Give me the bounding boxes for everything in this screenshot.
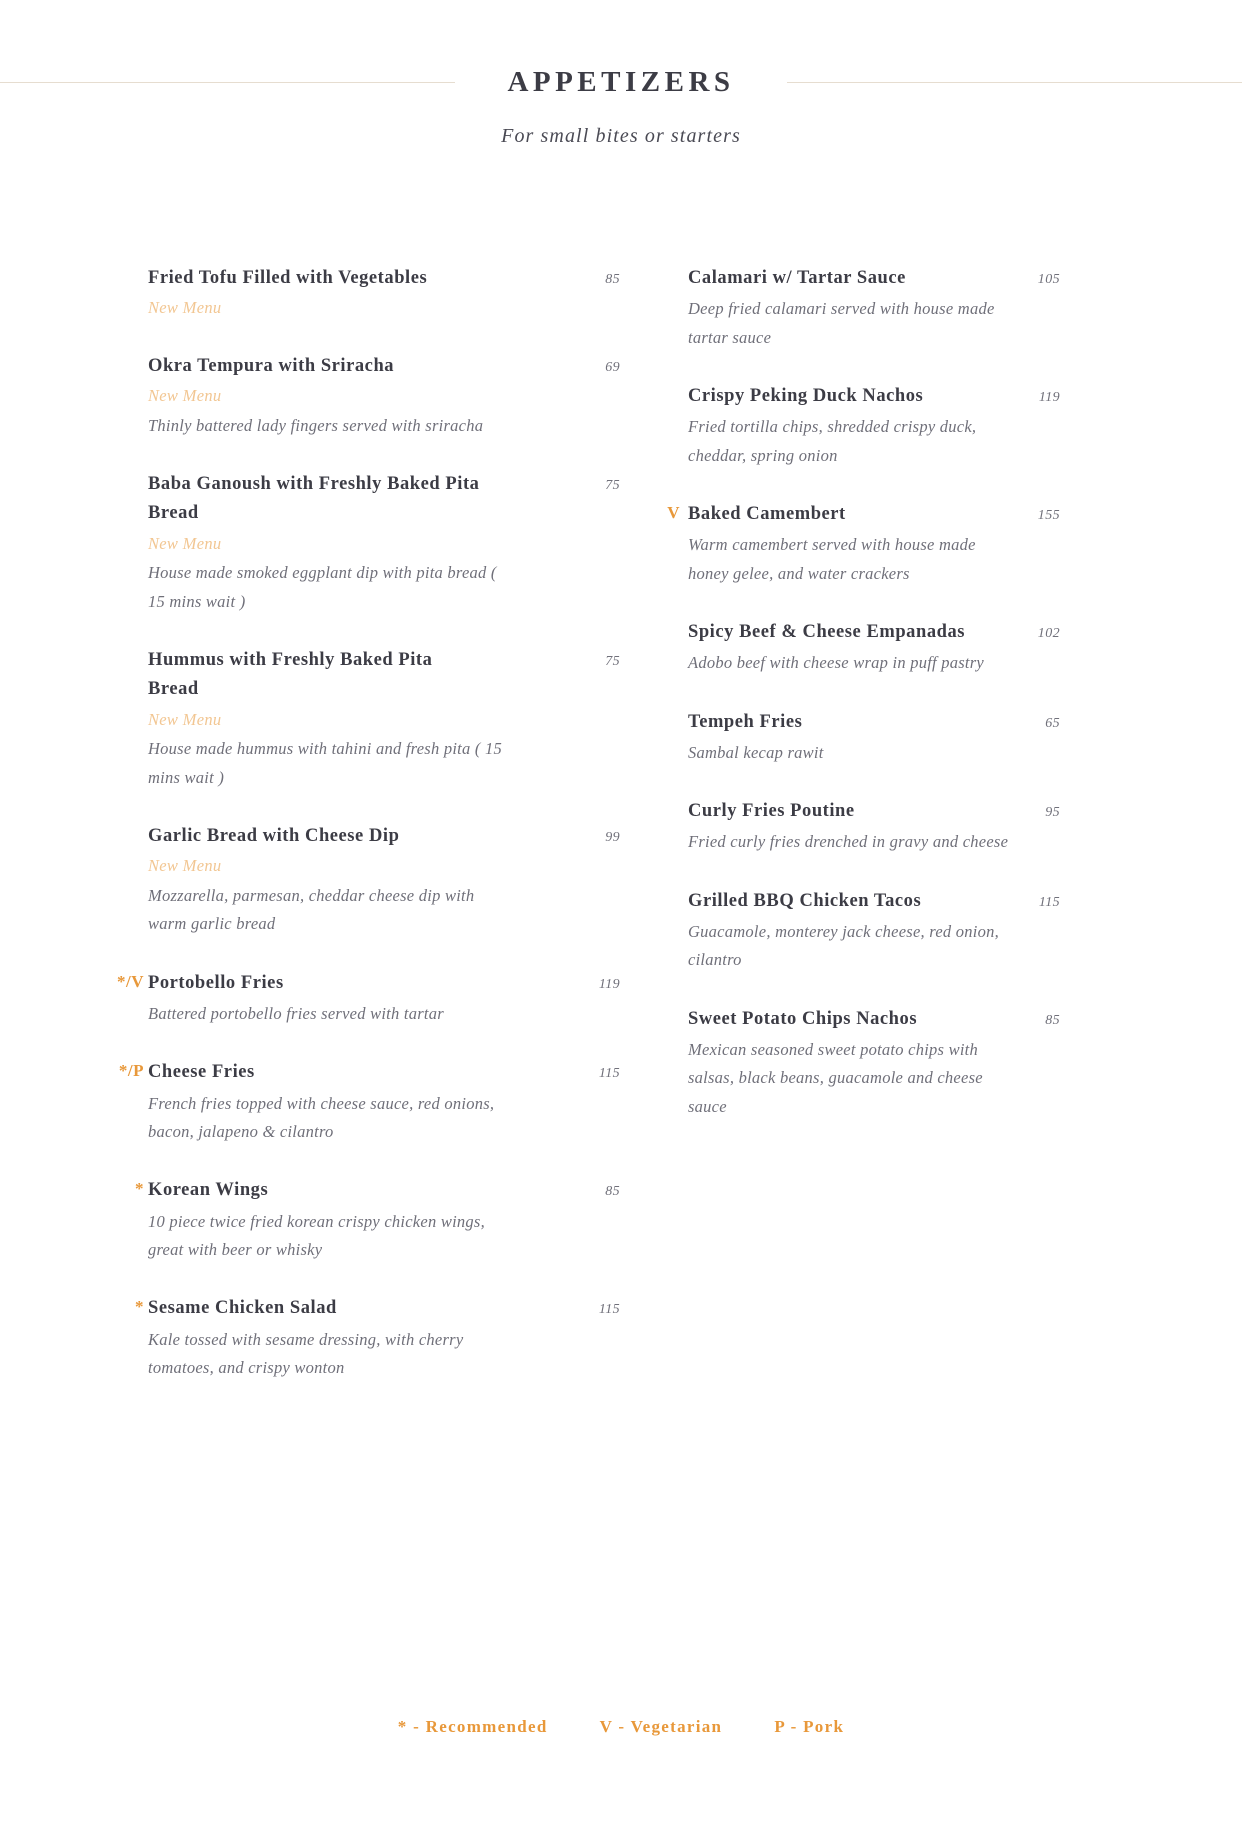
item-new-menu-badge: New Menu bbox=[148, 856, 222, 876]
legend-entry: V - Vegetarian bbox=[599, 1717, 723, 1736]
item-price: 99 bbox=[605, 830, 620, 846]
header-rule-left bbox=[0, 82, 455, 83]
item-name: Korean Wings bbox=[148, 1180, 269, 1201]
item-price: 115 bbox=[598, 1066, 620, 1082]
item-description: French fries topped with cheese sauce, red onions, bacon, jalapeno & cilantro bbox=[148, 1093, 495, 1141]
page-title: APPETIZERS bbox=[481, 66, 760, 99]
item-description: Adobo beef with cheese wrap in puff pastry bbox=[688, 653, 985, 673]
item-price: 75 bbox=[605, 654, 620, 670]
item-marker: * bbox=[135, 1179, 144, 1199]
item-name: Tempeh Fries bbox=[688, 711, 803, 732]
item-price: 65 bbox=[1045, 715, 1060, 731]
item-name: Baba Ganoush with Freshly Baked Pita Bread bbox=[148, 474, 480, 524]
item-header-row bbox=[148, 646, 620, 704]
item-name: Baked Camembert bbox=[688, 503, 846, 524]
legend-entry: * - Recommended bbox=[397, 1717, 548, 1736]
item-description: Thinly battered lady fingers served with sriracha bbox=[148, 415, 484, 435]
item-header-row bbox=[148, 969, 620, 998]
item-marker: */P bbox=[118, 1061, 144, 1081]
item-header-row bbox=[688, 797, 1060, 826]
item-description: House made smoked eggplant dip with pita bread ( 15 mins wait ) bbox=[148, 563, 497, 611]
item-name: Fried Tofu Filled with Vegetables bbox=[148, 268, 428, 288]
item-header-row bbox=[148, 352, 620, 381]
item-price: 95 bbox=[1045, 805, 1060, 821]
item-name: Hummus with Freshly Baked Pita Bread bbox=[148, 650, 433, 700]
item-header-row bbox=[688, 500, 1060, 529]
item-header-row bbox=[688, 618, 1060, 647]
menu-columns bbox=[0, 264, 1242, 1412]
menu-column-left bbox=[100, 264, 620, 1412]
menu-item[interactable] bbox=[640, 618, 1060, 678]
menu-item[interactable] bbox=[640, 382, 1060, 470]
item-price: 115 bbox=[1038, 894, 1060, 910]
item-description: Deep fried calamari served with house made tartar sauce bbox=[688, 299, 995, 347]
item-header-row bbox=[688, 887, 1060, 916]
item-name: Sweet Potato Chips Nachos bbox=[688, 1008, 918, 1029]
header-rule-right bbox=[787, 82, 1242, 83]
item-description: Fried curly fries drenched in gravy and cheese bbox=[688, 832, 1009, 852]
item-description: Mexican seasoned sweet potato chips with salsas, black beans, guacamole and cheese sauce bbox=[688, 1039, 983, 1116]
item-header-row bbox=[148, 264, 620, 293]
item-new-menu-badge: New Menu bbox=[148, 533, 222, 553]
menu-item[interactable] bbox=[640, 797, 1060, 857]
item-marker: V bbox=[667, 502, 680, 522]
item-new-menu-badge: New Menu bbox=[148, 386, 222, 406]
item-new-menu-badge: New Menu bbox=[148, 298, 222, 318]
menu-column-right bbox=[640, 264, 1060, 1412]
item-name: Garlic Bread with Cheese Dip bbox=[148, 826, 400, 847]
section-header bbox=[0, 62, 1242, 102]
item-marker: * bbox=[135, 1297, 144, 1317]
item-description: 10 piece twice fried korean crispy chicken wings, great with beer or whisky bbox=[148, 1211, 485, 1259]
item-name: Crispy Peking Duck Nachos bbox=[688, 385, 924, 406]
menu-item[interactable] bbox=[100, 969, 620, 1029]
item-price: 85 bbox=[605, 272, 620, 287]
menu-item[interactable] bbox=[100, 1058, 620, 1146]
item-description: House made hummus with tahini and fresh pita ( 15 mins wait ) bbox=[148, 739, 503, 787]
menu-item[interactable] bbox=[640, 708, 1060, 768]
item-price: 85 bbox=[605, 1184, 620, 1200]
legend-entry: P - Pork bbox=[774, 1717, 845, 1736]
menu-item[interactable] bbox=[100, 1176, 620, 1264]
item-header-row bbox=[148, 1176, 620, 1205]
item-description: Guacamole, monterey jack cheese, red onion, cilantro bbox=[688, 921, 1000, 970]
item-price: 102 bbox=[1037, 625, 1060, 641]
item-name: Sesame Chicken Salad bbox=[148, 1298, 337, 1319]
item-description: Kale tossed with sesame dressing, with cherry tomatoes, and crispy wonton bbox=[148, 1329, 464, 1377]
menu-item[interactable] bbox=[100, 352, 620, 440]
menu-item[interactable] bbox=[100, 1294, 620, 1382]
item-header-row bbox=[148, 822, 620, 851]
menu-item[interactable] bbox=[100, 822, 620, 939]
item-name: Okra Tempura with Sriracha bbox=[148, 355, 395, 376]
section-subtitle: For small bites or starters bbox=[501, 125, 741, 147]
item-header-row bbox=[688, 382, 1060, 411]
item-price: 115 bbox=[598, 1302, 620, 1318]
item-name: Portobello Fries bbox=[148, 972, 284, 993]
item-price: 69 bbox=[605, 359, 620, 375]
item-new-menu-badge: New Menu bbox=[148, 709, 222, 729]
legend bbox=[0, 1717, 1242, 1737]
item-price: 119 bbox=[1038, 389, 1060, 405]
item-description: Warm camembert served with house made honey gelee, and water crackers bbox=[688, 535, 976, 583]
item-name: Curly Fries Poutine bbox=[688, 801, 855, 822]
item-header-row bbox=[688, 264, 1060, 293]
menu-item[interactable] bbox=[100, 264, 620, 322]
menu-item[interactable] bbox=[640, 887, 1060, 975]
item-price: 75 bbox=[605, 478, 620, 494]
item-price: 119 bbox=[598, 976, 620, 992]
menu-item[interactable] bbox=[100, 470, 620, 616]
item-header-row bbox=[148, 1058, 620, 1087]
item-marker: */V bbox=[117, 971, 144, 991]
item-name: Calamari w/ Tartar Sauce bbox=[688, 268, 906, 288]
menu-item[interactable] bbox=[640, 500, 1060, 588]
item-header-row bbox=[688, 708, 1060, 737]
item-header-row bbox=[148, 470, 620, 528]
item-name: Cheese Fries bbox=[148, 1062, 255, 1083]
item-price: 105 bbox=[1037, 272, 1060, 287]
item-description: Battered portobello fries served with tartar bbox=[148, 1003, 444, 1023]
item-description: Mozzarella, parmesan, cheddar cheese dip with warm garlic bread bbox=[148, 886, 475, 934]
menu-item[interactable] bbox=[640, 1005, 1060, 1121]
item-description: Sambal kecap rawit bbox=[688, 742, 824, 762]
item-header-row bbox=[148, 1294, 620, 1323]
item-name: Spicy Beef & Cheese Empanadas bbox=[688, 621, 966, 642]
item-description: Fried tortilla chips, shredded crispy duck, cheddar, spring onion bbox=[688, 417, 977, 465]
item-name: Grilled BBQ Chicken Tacos bbox=[688, 890, 922, 911]
menu-item[interactable] bbox=[640, 264, 1060, 352]
item-header-row bbox=[688, 1005, 1060, 1034]
menu-item[interactable] bbox=[100, 646, 620, 792]
item-price: 85 bbox=[1045, 1012, 1060, 1028]
item-price: 155 bbox=[1037, 507, 1060, 523]
